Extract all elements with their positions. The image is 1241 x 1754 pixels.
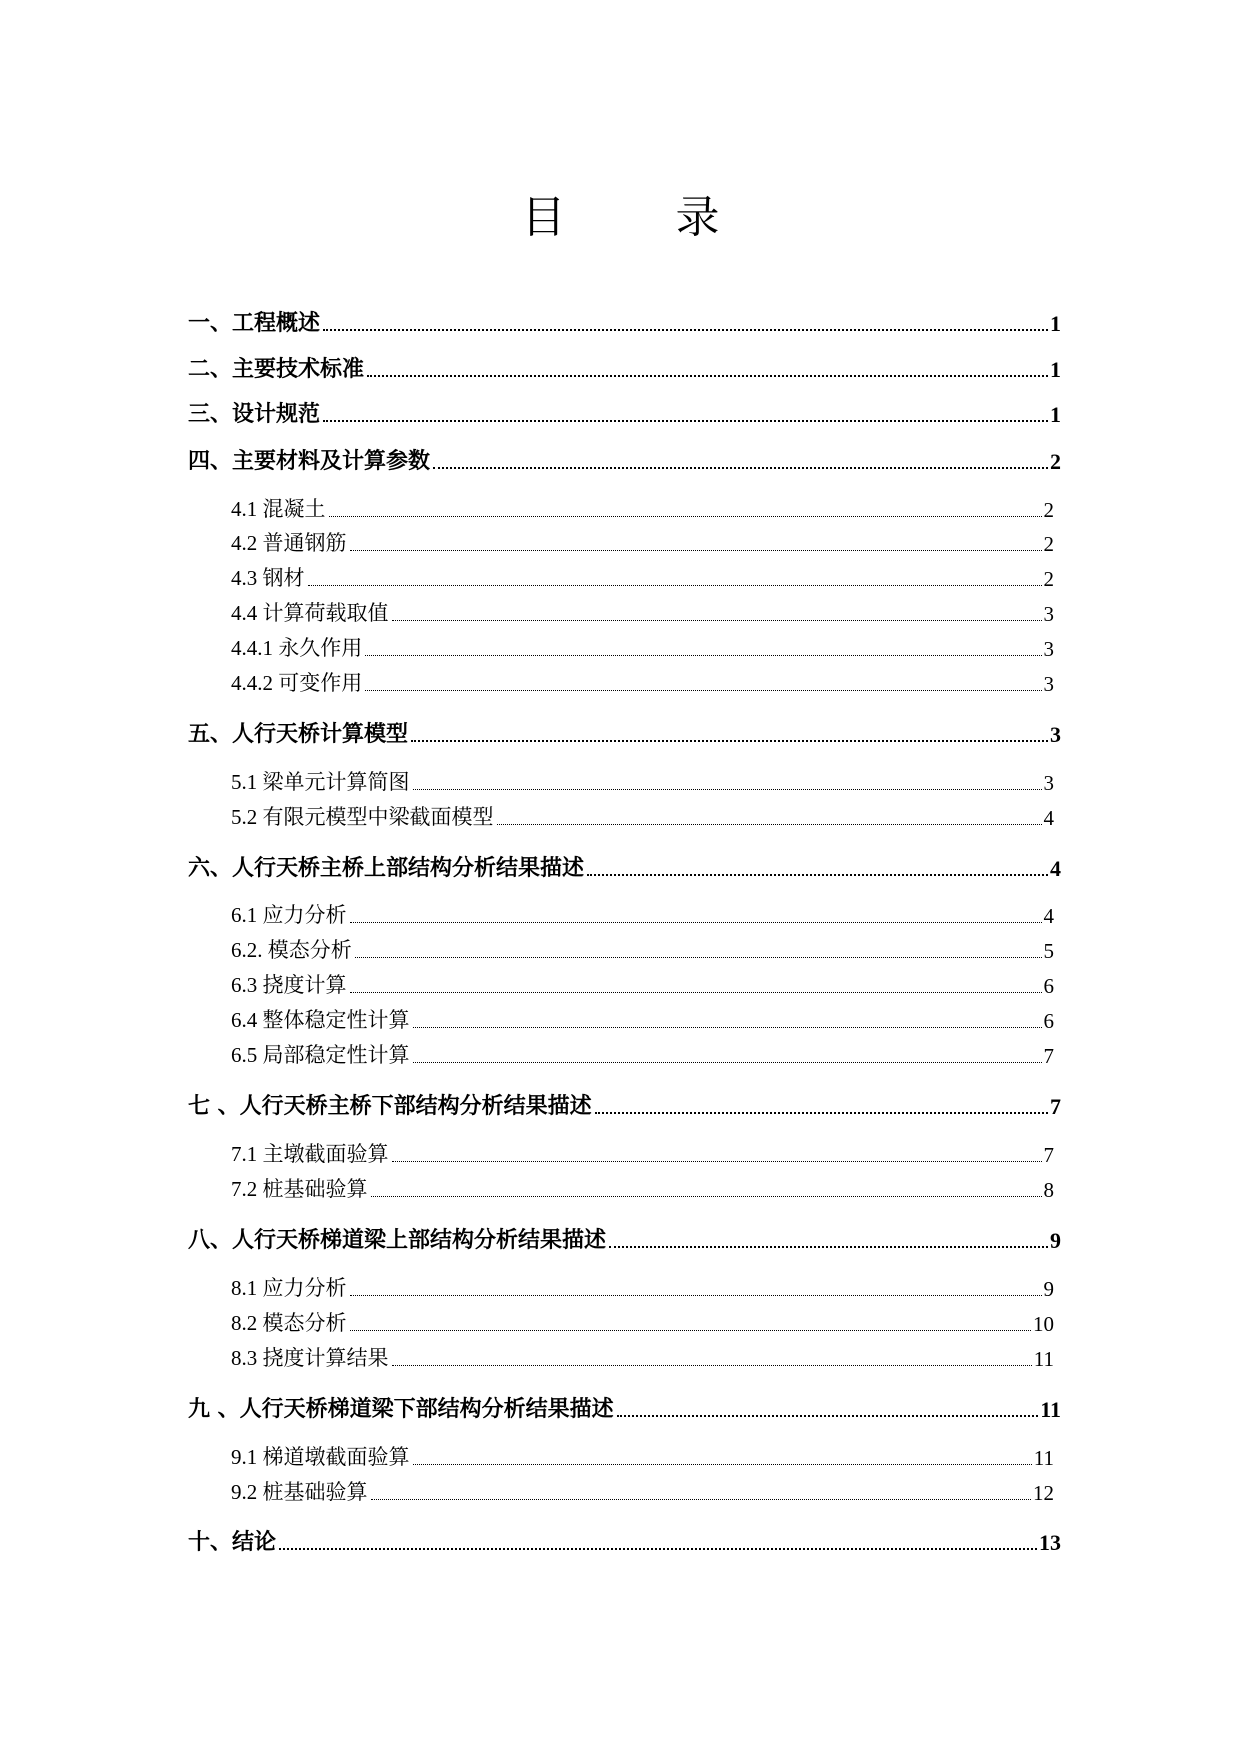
toc-page-number: 3 bbox=[1043, 771, 1054, 795]
page-title bbox=[0, 188, 1241, 248]
toc-page-number: 7 bbox=[1050, 1094, 1061, 1119]
toc-page-number: 6 bbox=[1043, 1009, 1054, 1033]
toc-dot-leader bbox=[350, 991, 1042, 993]
toc-section-entry[interactable] bbox=[231, 595, 1054, 627]
toc-dot-leader bbox=[411, 739, 1048, 742]
title-char-2: 录 bbox=[675, 192, 720, 243]
toc-entry-title: 8.3 挠度计算结果 bbox=[231, 1346, 389, 1370]
toc-entry-title: 5.2 有限元模型中梁截面模型 bbox=[231, 805, 494, 829]
toc-section-entry[interactable] bbox=[231, 630, 1054, 662]
toc-page-number: 2 bbox=[1043, 532, 1054, 556]
toc-section-entry[interactable] bbox=[231, 1270, 1054, 1302]
toc-page-number: 2 bbox=[1050, 449, 1061, 474]
toc-chapter-entry[interactable] bbox=[188, 351, 1061, 383]
toc-section-entry[interactable] bbox=[231, 491, 1054, 523]
toc-page-number: 11 bbox=[1040, 1397, 1061, 1422]
toc-entry-title: 六、人行天桥主桥上部结构分析结果描述 bbox=[188, 856, 585, 881]
toc-page-number: 4 bbox=[1043, 806, 1054, 830]
toc-dot-leader bbox=[329, 515, 1042, 517]
toc-page-number: 3 bbox=[1043, 602, 1054, 626]
toc-dot-leader bbox=[350, 921, 1042, 923]
toc-dot-leader bbox=[323, 419, 1048, 422]
toc-page-number: 12 bbox=[1033, 1481, 1054, 1505]
toc-entry-title: 7.1 主墩截面验算 bbox=[231, 1142, 389, 1166]
toc-page-number: 2 bbox=[1043, 498, 1054, 522]
toc-section-entry[interactable] bbox=[231, 1171, 1054, 1203]
toc-dot-leader bbox=[392, 619, 1042, 621]
toc-entry-title: 6.2. 模态分析 bbox=[231, 938, 352, 962]
toc-entry-title: 二、主要技术标准 bbox=[188, 357, 365, 382]
toc-entry-title: 6.5 局部稳定性计算 bbox=[231, 1043, 410, 1067]
toc-page-number: 7 bbox=[1043, 1044, 1054, 1068]
toc-section-entry[interactable] bbox=[231, 1136, 1054, 1168]
toc-section-entry[interactable] bbox=[231, 1305, 1054, 1337]
toc-chapter-entry[interactable] bbox=[188, 1222, 1061, 1254]
toc-page-number: 9 bbox=[1043, 1277, 1054, 1301]
toc-entry-title: 4.2 普通钢筋 bbox=[231, 531, 347, 555]
toc-dot-leader bbox=[350, 549, 1042, 551]
toc-page-number: 6 bbox=[1043, 974, 1054, 998]
toc-page-number: 13 bbox=[1039, 1530, 1061, 1555]
toc-dot-leader bbox=[365, 689, 1041, 691]
toc-dot-leader bbox=[308, 584, 1042, 586]
toc-page-number: 10 bbox=[1033, 1312, 1054, 1336]
toc-chapter-entry[interactable] bbox=[188, 850, 1061, 882]
toc-entry-title: 4.1 混凝土 bbox=[231, 497, 326, 521]
toc-chapter-entry[interactable] bbox=[188, 1088, 1061, 1120]
toc-page-number: 5 bbox=[1043, 939, 1054, 963]
toc-dot-leader bbox=[497, 823, 1042, 825]
toc-dot-leader bbox=[279, 1547, 1037, 1550]
toc-chapter-entry[interactable] bbox=[188, 443, 1061, 475]
toc-dot-leader bbox=[413, 1463, 1032, 1465]
toc-page-number: 4 bbox=[1043, 904, 1054, 928]
toc-entry-title: 9.1 梯道墩截面验算 bbox=[231, 1445, 410, 1469]
toc-entry-title: 4.4.1 永久作用 bbox=[231, 636, 363, 660]
toc-entry-title: 4.4 计算荷载取值 bbox=[231, 601, 389, 625]
toc-page-number: 3 bbox=[1043, 637, 1054, 661]
toc-section-entry[interactable] bbox=[231, 764, 1054, 796]
toc-entry-title: 8.2 模态分析 bbox=[231, 1311, 347, 1335]
toc-page-number: 3 bbox=[1043, 672, 1054, 696]
toc-entry-title: 一、工程概述 bbox=[188, 311, 321, 336]
toc-dot-leader bbox=[367, 374, 1048, 377]
toc-dot-leader bbox=[413, 788, 1042, 790]
toc-section-entry[interactable] bbox=[231, 799, 1054, 831]
toc-entry-title: 九 、人行天桥梯道梁下部结构分析结果描述 bbox=[188, 1397, 614, 1422]
toc-entry-title: 五、人行天桥计算模型 bbox=[188, 722, 409, 747]
toc-chapter-entry[interactable] bbox=[188, 1524, 1061, 1556]
toc-page-number: 11 bbox=[1033, 1347, 1054, 1371]
toc-page-number: 1 bbox=[1050, 402, 1061, 427]
toc-dot-leader bbox=[350, 1294, 1042, 1296]
toc-entry-title: 7.2 桩基础验算 bbox=[231, 1177, 368, 1201]
toc-chapter-entry[interactable] bbox=[188, 1391, 1061, 1423]
toc-entry-title: 4.4.2 可变作用 bbox=[231, 671, 363, 695]
toc-section-entry[interactable] bbox=[231, 897, 1054, 929]
toc-page-number: 8 bbox=[1043, 1178, 1054, 1202]
toc-section-entry[interactable] bbox=[231, 932, 1054, 964]
toc-dot-leader bbox=[355, 956, 1042, 958]
toc-page-number: 1 bbox=[1050, 357, 1061, 382]
toc-dot-leader bbox=[413, 1061, 1042, 1063]
toc-section-entry[interactable] bbox=[231, 560, 1054, 592]
toc-dot-leader bbox=[392, 1364, 1032, 1366]
toc-chapter-entry[interactable] bbox=[188, 716, 1061, 748]
toc-page-number: 4 bbox=[1050, 856, 1061, 881]
toc-dot-leader bbox=[392, 1160, 1042, 1162]
toc-dot-leader bbox=[371, 1195, 1042, 1197]
toc-dot-leader bbox=[609, 1245, 1048, 1248]
toc-entry-title: 8.1 应力分析 bbox=[231, 1276, 347, 1300]
title-char-1: 目 bbox=[521, 192, 566, 243]
toc-entry-title: 9.2 桩基础验算 bbox=[231, 1480, 368, 1504]
toc-dot-leader bbox=[323, 328, 1048, 331]
toc-dot-leader bbox=[371, 1498, 1032, 1500]
toc-entry-title: 4.3 钢材 bbox=[231, 566, 305, 590]
toc-page-number: 2 bbox=[1043, 567, 1054, 591]
toc-entry-title: 八、人行天桥梯道梁上部结构分析结果描述 bbox=[188, 1228, 607, 1253]
toc-dot-leader bbox=[587, 873, 1048, 876]
toc-page-number: 11 bbox=[1033, 1446, 1054, 1470]
toc-entry-title: 十、结论 bbox=[188, 1530, 277, 1555]
toc-dot-leader bbox=[595, 1111, 1048, 1114]
toc-page-number: 7 bbox=[1043, 1143, 1054, 1167]
toc-entry-title: 5.1 梁单元计算简图 bbox=[231, 770, 410, 794]
toc-entry-title: 6.3 挠度计算 bbox=[231, 973, 347, 997]
toc-chapter-entry[interactable] bbox=[188, 396, 1061, 428]
toc-dot-leader bbox=[617, 1414, 1039, 1417]
toc-dot-leader bbox=[433, 466, 1048, 469]
toc-section-entry[interactable] bbox=[231, 1037, 1054, 1069]
toc-page-number: 3 bbox=[1050, 722, 1061, 747]
toc-entry-title: 6.4 整体稳定性计算 bbox=[231, 1008, 410, 1032]
toc-entry-title: 6.1 应力分析 bbox=[231, 903, 347, 927]
toc-page-number: 9 bbox=[1050, 1228, 1061, 1253]
toc-entry-title: 三、设计规范 bbox=[188, 402, 321, 427]
toc-dot-leader bbox=[413, 1026, 1042, 1028]
toc-section-entry[interactable] bbox=[231, 525, 1054, 557]
toc-section-entry[interactable] bbox=[231, 1340, 1054, 1372]
toc-section-entry[interactable] bbox=[231, 1474, 1054, 1506]
toc-section-entry[interactable] bbox=[231, 665, 1054, 697]
toc-section-entry[interactable] bbox=[231, 1439, 1054, 1471]
toc-section-entry[interactable] bbox=[231, 1002, 1054, 1034]
toc-dot-leader bbox=[350, 1329, 1032, 1331]
toc-entry-title: 七 、人行天桥主桥下部结构分析结果描述 bbox=[188, 1094, 592, 1119]
toc-chapter-entry[interactable] bbox=[188, 305, 1061, 337]
toc-dot-leader bbox=[365, 654, 1041, 656]
toc-entry-title: 四、主要材料及计算参数 bbox=[188, 449, 431, 474]
toc-page-number: 1 bbox=[1050, 311, 1061, 336]
toc-section-entry[interactable] bbox=[231, 967, 1054, 999]
